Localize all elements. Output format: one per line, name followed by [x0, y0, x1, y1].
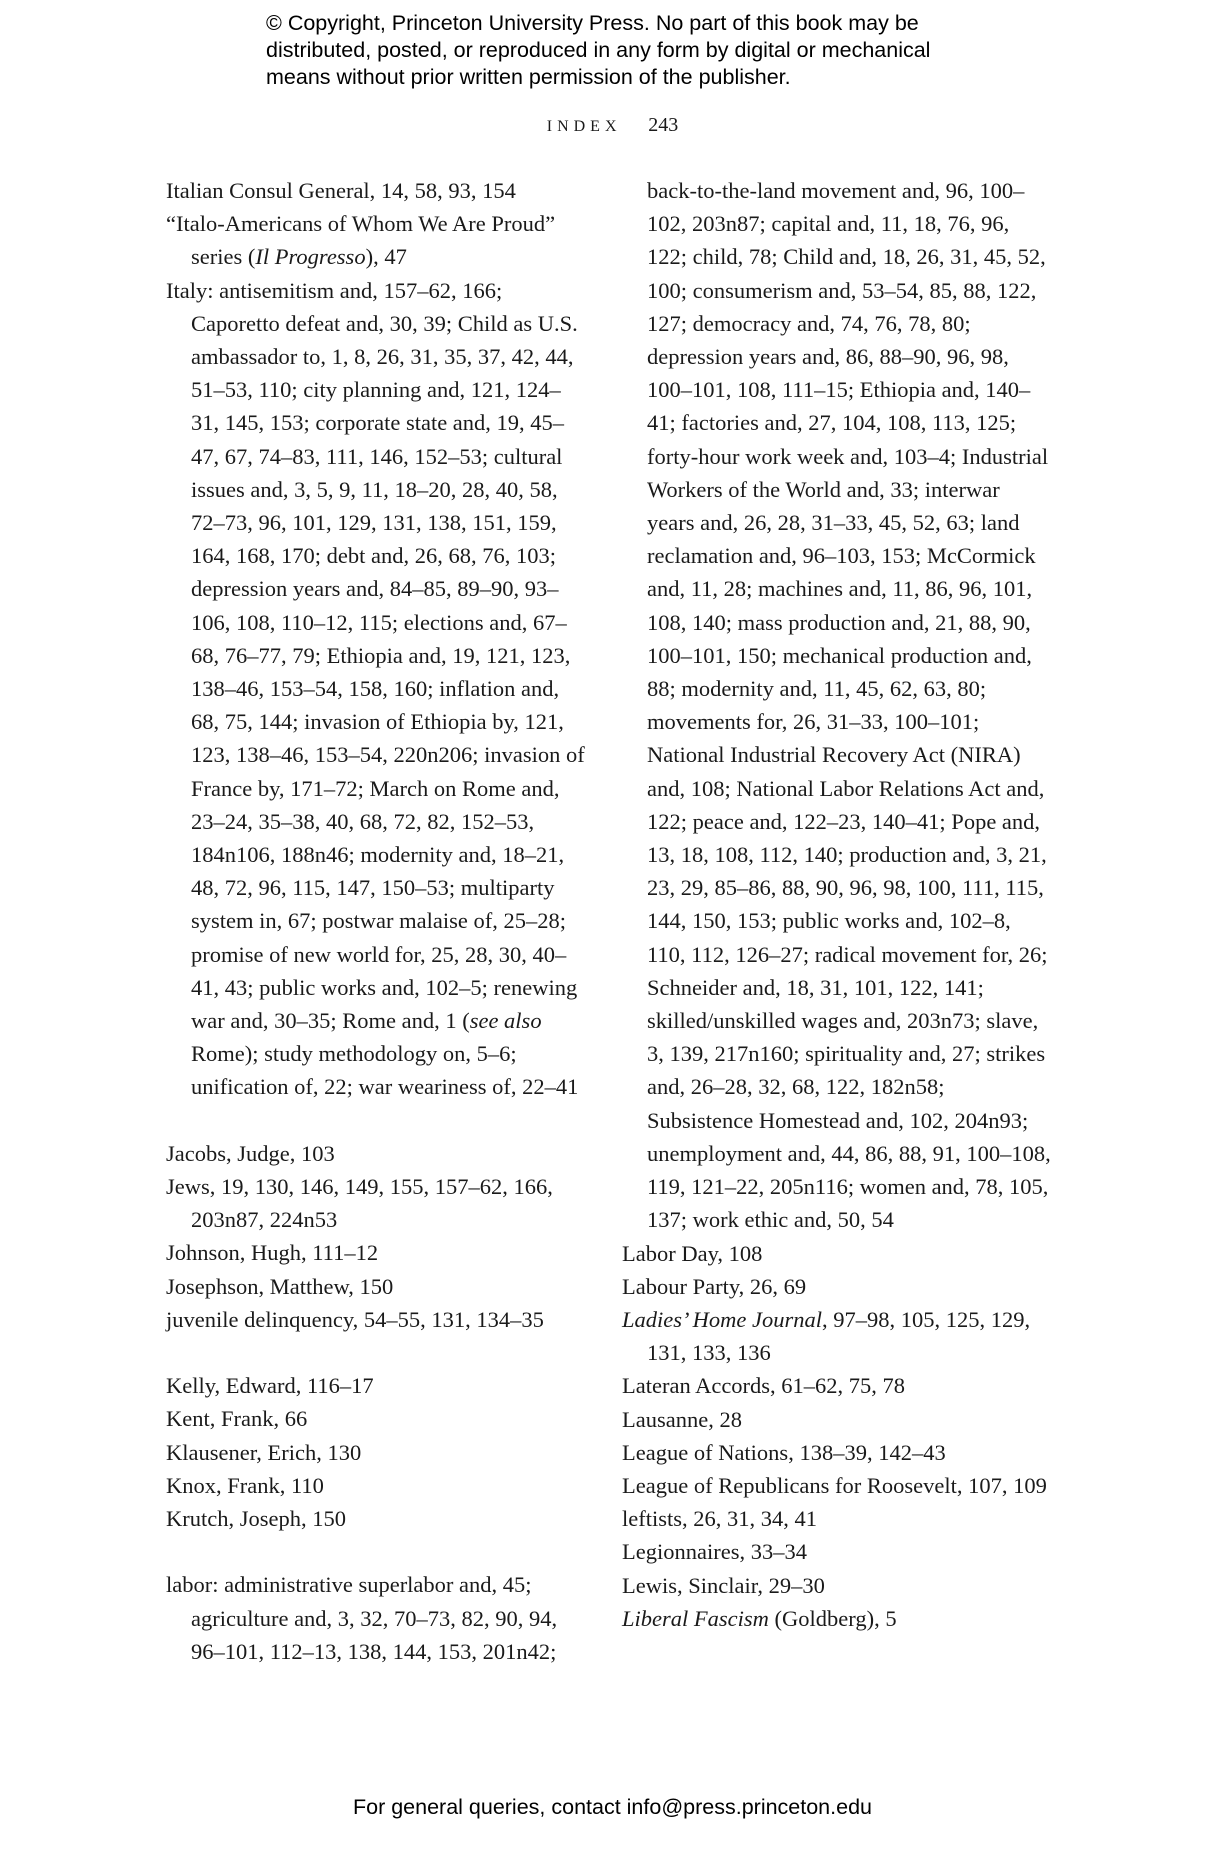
index-entry: Josephson, Matthew, 150 — [166, 1273, 394, 1299]
index-entry: Legionnaires, 33–34 — [622, 1539, 807, 1565]
index-entry: Jacobs, Judge, 103 — [166, 1140, 335, 1166]
index-entry: Kent, Frank, 66 — [166, 1406, 308, 1432]
entry-text: , 97–98, 105, 125, 129, 131, 133, 136 — [647, 1306, 1031, 1366]
index-entry — [622, 1602, 1052, 1635]
index-entry-labor-continued: back-to-the-land movement and, 96, 100–102, 203n87; capital and, 11, 18, 76, 96, 122; child, 78; Child and, 18, 26, 31, 45, 52, 100; consumerism and, 53–54, 85, 88, 122, 127; democracy and, 74, 76, 78, 80; depression years and, 86, 88–90, 96, 98, 100–101, 108, 111–15; Ethiopia and, 140–41; factories and, 27, 104, 108, 113, 125; forty-hour work week and, 103–4; Industrial Workers of the World and, 33; interwar years and, 26, 28, 31–33, 45, 52, 63; land reclamation and, 96–103, 153; McCormick and, 11, 28; machines and, 11, 86, 96, 101, 108, 140; mass production and, 21, 88, 90, 100–101, 150; mechanical production and, 88; modernity and, 11, 45, 62, 63, 80; movements for, 26, 31–33, 100–101; National Industrial Recovery Act (NIRA) and, 108; National Labor Relations Act and, 122; peace and, 122–23, 140–41; Pope and, 13, 18, 108, 112, 140; production and, 3, 21, 23, 29, 85–86, 88, 90, 96, 98, 100, 111, 115, 144, 150, 153; public works and, 102–8, 110, 112, 126–27; radical movement for, 26; Schneider and, 18, 31, 101, 122, 141; skilled/unskilled wages and, 203n73; slave, 3, 139, 217n160; spirituality and, 27; strikes and, 26–28, 32, 68, 122, 182n58; Subsistence Homestead and, 102, 204n93; unemployment and, 44, 86, 88, 91, 100–108, 119, 121–22, 205n116; women and, 78, 105, 137; work ethic and, 50, 54 — [647, 178, 1051, 1233]
index-entry: Lausanne, 28 — [622, 1406, 742, 1432]
index-entry: Jews, 19, 130, 146, 149, 155, 157–62, 166, 203n87, 224n53 — [166, 1174, 553, 1233]
index-entry: Knox, Frank, 110 — [166, 1472, 324, 1498]
entry-text: (Goldberg), 5 — [768, 1605, 897, 1631]
entry-text: ), 47 — [365, 244, 407, 270]
index-entry: leftists, 26, 31, 34, 41 — [622, 1506, 817, 1532]
entry-title-italic: Ladies’ Home Journal — [622, 1306, 822, 1332]
page-number: 243 — [648, 114, 679, 136]
index-entry: juvenile delinquency, 54–55, 131, 134–35 — [166, 1306, 544, 1332]
entry-title-italic: Liberal Fascism — [622, 1605, 769, 1631]
index-entry: Krutch, Joseph, 150 — [166, 1506, 346, 1532]
footer-contact: For general queries, contact info@press.princeton.edu — [352, 1795, 872, 1819]
index-entry: Klausener, Erich, 130 — [166, 1439, 362, 1465]
index-entry: Lewis, Sinclair, 29–30 — [622, 1572, 825, 1598]
copyright-notice — [266, 10, 1026, 91]
running-head-title: INDEX — [546, 118, 622, 135]
entry-text: Italy: antisemitism and, 157–62, 166; Caporetto defeat and, 30, 39; Child as U.S. ambassador to, 1, 8, 26, 31, 35, 37, 42, 44, 51–53, 110; city planning and, 121, 124–31, 145, 153; corporate state and, 19, 45–47, 67, 74–83, 111, 146, 152–53; cultural issues and, 3, 5, 9, 11, 18–20, 28, 40, 58, 72–73, 96, 101, 129, 131, 138, 151, 159, 164, 168, 170; debt and, 26, 68, 76, 103; depression years and, 84–85, 89–90, 93–106, 108, 110–12, 115; elections and, 67–68, 76–77, 79; Ethiopia and, 19, 121, 123, 138–46, 153–54, 158, 160; inflation and, 68, 75, 144; invasion of Ethiopia by, 121, 123, 138–46, 153–54, 220n206; invasion of France by, 171–72; March on Rome and, 23–24, 35–38, 40, 68, 72, 82, 152–53, 184n106, 188n46; modernity and, 18–21, 48, 72, 96, 115, 147, 150–53; multiparty system in, 67; postwar malaise of, 25–28; promise of new world for, 25, 28, 30, 40–41, 43; public works and, 102–5; renewing war and, 30–35; Rome and, 1 ( — [166, 277, 585, 1034]
copyright-line: © Copyright, Princeton University Press. No part of this book may be — [266, 11, 919, 35]
index-entry: Lateran Accords, 61–62, 75, 78 — [622, 1373, 906, 1399]
index-column-right — [622, 174, 1052, 1635]
entry-cross-reference: see also — [469, 1008, 542, 1034]
index-entry: Labour Party, 26, 69 — [622, 1273, 807, 1299]
entry-text: Rome); study methodology on, 5–6; unification of, 22; war weariness of, 22–41 — [191, 1041, 579, 1100]
copyright-line: means without prior written permission of the publisher. — [266, 65, 791, 89]
index-entry: League of Nations, 138–39, 142–43 — [622, 1439, 946, 1465]
entry-text: “Italo-Americans of Whom We Are Proud” series ( — [166, 211, 556, 270]
index-entry: Labor Day, 108 — [622, 1240, 763, 1266]
index-entry — [166, 207, 586, 273]
index-entry — [622, 1303, 1052, 1369]
index-entry: Johnson, Hugh, 111–12 — [166, 1240, 379, 1266]
entry-title-italic: Il Progresso — [255, 244, 366, 270]
index-entry-italy — [166, 274, 586, 1104]
index-column-left — [166, 174, 586, 1668]
copyright-line: distributed, posted, or reproduced in any form by digital or mechanical — [266, 38, 931, 62]
index-entry: Italian Consul General, 14, 58, 93, 154 — [166, 178, 516, 203]
running-head — [0, 114, 1225, 137]
index-entry-labor: labor: administrative superlabor and, 45; agriculture and, 3, 32, 70–73, 82, 90, 94, 96–101, 112–13, 138, 144, 153, 201n42; — [166, 1572, 558, 1664]
index-entry: Kelly, Edward, 116–17 — [166, 1373, 374, 1399]
index-entry: League of Republicans for Roosevelt, 107, 109 — [622, 1472, 1047, 1498]
